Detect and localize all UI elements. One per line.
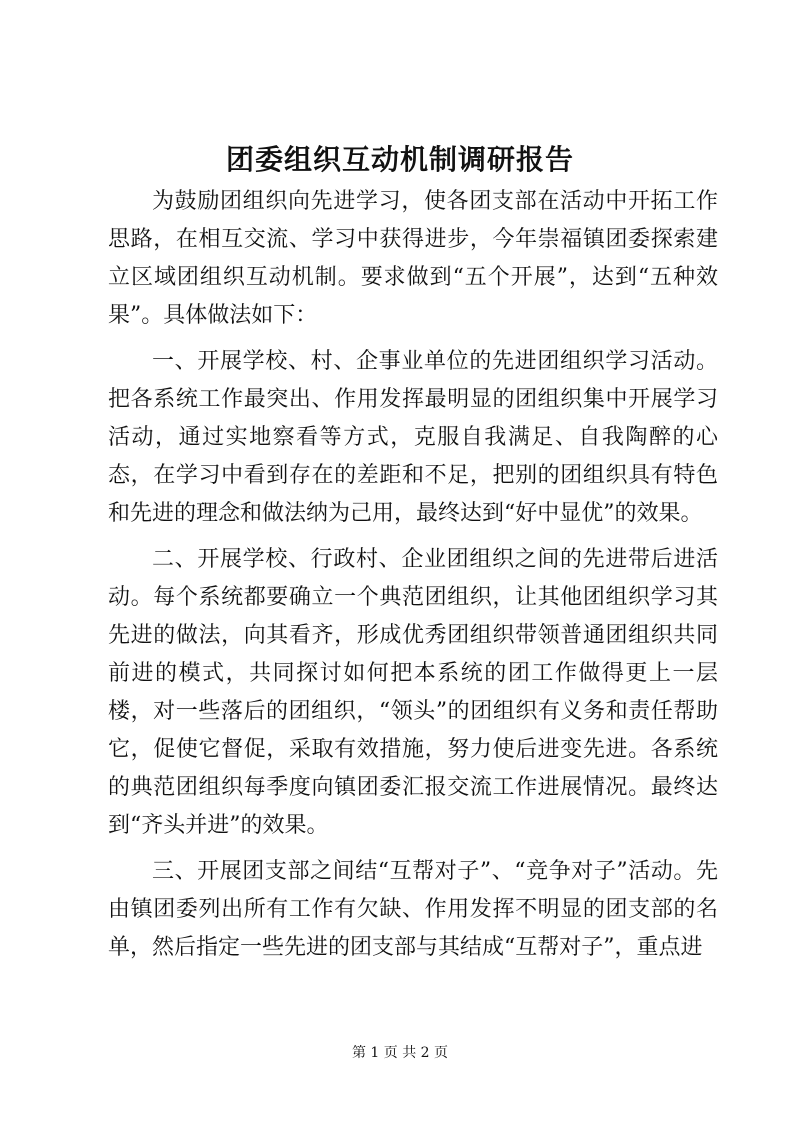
paragraph-section-1: 一、开展学校、村、企事业单位的先进团组织学习活动。把各系统工作最突出、作用发挥最明显的团组织集中开展学习活动，通过实地察看等方式，克服自我满足、自我陶醉的心态，在学习中看到存在的差距和不足，把别的团组织具有特色和先进的理念和做法纳为己用，最终达到“好中显优”的效果。 (108, 349, 718, 526)
document-body (108, 183, 718, 967)
document-title: 团委组织互动机制调研报告 (225, 143, 574, 176)
paragraph-intro: 为鼓励团组织向先进学习，使各团支部在活动中开拓工作思路，在相互交流、学习中获得进步，今年崇福镇团委探索建立区域团组织互动机制。要求做到“五个开展”，达到“五种效果”。具体做法如下： (108, 189, 718, 328)
paragraph-section-3: 三、开展团支部之间结“互帮对子”、“竞争对子”活动。先由镇团委列出所有工作有欠缺、作用发挥不明显的团支部的名单，然后指定一些先进的团支部与其结成“互帮对子”，重点进 (108, 859, 718, 960)
page-footer: 第 1 页 共 2 页 (351, 1045, 449, 1061)
paragraph-section-2: 二、开展学校、行政村、企业团组织之间的先进带后进活动。每个系统都要确立一个典范团组织，让其他团组织学习其先进的做法，向其看齐，形成优秀团组织带领普通团组织共同前进的模式，共同探讨如何把本系统的团工作做得更上一层楼，对一些落后的团组织，“领头”的团组织有义务和责任帮助它，促使它督促，采取有效措施，努力使后进变先进。各系统的典范团组织每季度向镇团委汇报交流工作进展情况。最终达到“齐头并进”的效果。 (108, 547, 718, 838)
